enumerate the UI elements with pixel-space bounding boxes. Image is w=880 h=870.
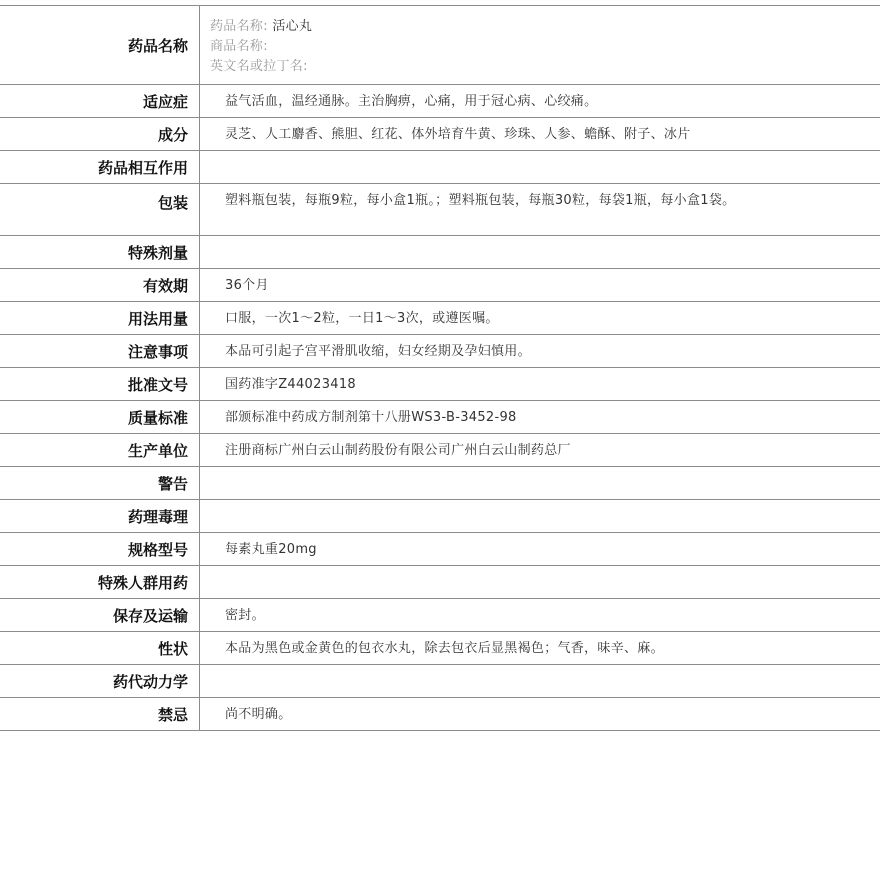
- row-drug-name: [0, 6, 880, 85]
- row-label: 性状: [0, 632, 200, 664]
- english-name-key: 英文名或拉丁名:: [210, 59, 308, 74]
- name-values: [200, 6, 880, 84]
- row-label: 批准文号: [0, 368, 200, 400]
- row-interactions: [0, 151, 880, 184]
- row-value: [200, 566, 880, 598]
- row-ingredients: [0, 118, 880, 151]
- row-label: 药理毒理: [0, 500, 200, 532]
- row-label: 注意事项: [0, 335, 200, 367]
- row-value: [200, 236, 880, 268]
- row-label: 有效期: [0, 269, 200, 301]
- row-label: 成分: [0, 118, 200, 150]
- row-precautions: [0, 335, 880, 368]
- row-indications: [0, 85, 880, 118]
- row-label: 特殊人群用药: [0, 566, 200, 598]
- row-shelf-life: [0, 269, 880, 302]
- row-label: 警告: [0, 467, 200, 499]
- row-value: 尚不明确。: [225, 707, 292, 722]
- row-value: 每素丸重20mg: [225, 542, 317, 557]
- generic-name-key: 药品名称:: [210, 19, 268, 34]
- row-pharmacokinetics: [0, 665, 880, 698]
- row-description: [0, 632, 880, 665]
- row-label: 质量标准: [0, 401, 200, 433]
- trade-name-key: 商品名称:: [210, 39, 268, 54]
- row-label: 规格型号: [0, 533, 200, 565]
- row-label: 包装: [0, 184, 200, 235]
- row-value: 益气活血，温经通脉。主治胸痹，心痛，用于冠心病、心绞痛。: [225, 94, 598, 109]
- row-value: [200, 500, 880, 532]
- row-label: 用法用量: [0, 302, 200, 334]
- row-value: 本品可引起子宫平滑肌收缩，妇女经期及孕妇慎用。: [225, 344, 531, 359]
- row-value: 灵芝、人工麝香、熊胆、红花、体外培育牛黄、珍珠、人参、蟾酥、附子、冰片: [225, 127, 691, 142]
- row-label: 药品相互作用: [0, 151, 200, 183]
- english-name-line: [210, 57, 880, 77]
- row-value: 注册商标广州白云山制药股份有限公司广州白云山制药总厂: [225, 443, 571, 458]
- row-approval-number: [0, 368, 880, 401]
- row-label: 保存及运输: [0, 599, 200, 631]
- row-special-populations: [0, 566, 880, 599]
- row-dosage: [0, 302, 880, 335]
- row-specification: [0, 533, 880, 566]
- row-label: 适应症: [0, 85, 200, 117]
- row-value: [200, 467, 880, 499]
- row-label: 生产单位: [0, 434, 200, 466]
- row-manufacturer: [0, 434, 880, 467]
- row-label: 禁忌: [0, 698, 200, 730]
- drug-info-table: [0, 5, 880, 731]
- row-label: 药代动力学: [0, 665, 200, 697]
- row-value: 国药准字Z44023418: [225, 377, 356, 392]
- row-storage: [0, 599, 880, 632]
- row-value: 口服，一次1～2粒，一日1～3次，或遵医嘱。: [225, 311, 499, 326]
- row-label: 特殊剂量: [0, 236, 200, 268]
- row-label: 药品名称: [0, 6, 200, 84]
- row-packaging: [0, 184, 880, 236]
- row-value: 36个月: [225, 278, 269, 293]
- generic-name-line: [210, 17, 880, 37]
- row-value: [200, 151, 880, 183]
- trade-name-line: [210, 37, 880, 57]
- row-contraindications: [0, 698, 880, 731]
- row-value: [200, 665, 880, 697]
- row-pharmacology: [0, 500, 880, 533]
- row-value: 本品为黑色或金黄色的包衣水丸，除去包衣后显黑褐色；气香，味辛、麻。: [225, 641, 664, 656]
- row-special-dosage: [0, 236, 880, 269]
- row-warning: [0, 467, 880, 500]
- row-value: 塑料瓶包装，每瓶9粒，每小盒1瓶。；塑料瓶包装，每瓶30粒，每袋1瓶，每小盒1袋。: [225, 193, 736, 208]
- row-quality-standard: [0, 401, 880, 434]
- generic-name-value: 活心丸: [272, 19, 313, 34]
- row-value: 部颁标准中药成方制剂第十八册WS3-B-3452-98: [225, 410, 517, 425]
- row-value: 密封。: [225, 608, 265, 623]
